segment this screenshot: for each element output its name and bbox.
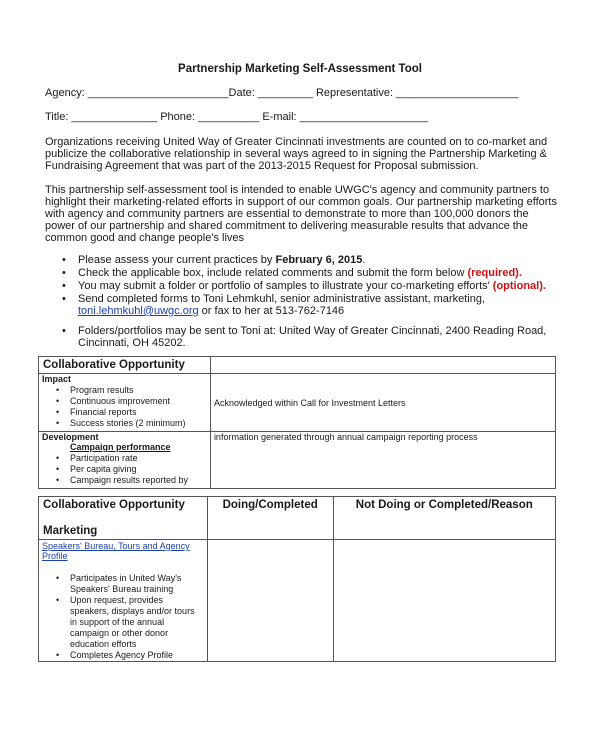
impact-label: Impact [42, 374, 72, 384]
impact-note: Acknowledged within Call for Investment Letters [210, 374, 555, 432]
instructions-list [62, 254, 562, 350]
document-title: Partnership Marketing Self-Assessment Tool [178, 63, 422, 75]
doing-completed-cell[interactable] [207, 540, 333, 662]
impact-cell [39, 374, 211, 432]
optional-flag: (optional). [492, 280, 546, 292]
title-phone-email-line: Title: ______________ Phone: __________ E-mail: _____________________ [45, 111, 429, 123]
instruction-mail-address: • Folders/portfolios may be sent to Toni at: United Way of Greater Cincinnati, 2400 Reading Road, Cincinnati, OH 45202. [62, 325, 562, 349]
table1-header: Collaborative Opportunity [39, 357, 211, 374]
instruction-check-box: • Check the applicable box, include related comments and submit the form below (required). [62, 267, 562, 279]
development-cell [39, 432, 211, 489]
purpose-paragraph: This partnership self-assessment tool is intended to enable UWGC's agency and community partners to highlight their marketing-related efforts in support of our common goals. Our partnership marketing efforts with agency and community partners are essential to demonstrate to more than 100,000 donors the power of our partnership and shared commitment to delivering measurable results that advance the common good and change people's lives [45, 184, 557, 244]
list-item: • Per capita giving [70, 464, 207, 475]
col-header-not-doing: Not Doing or Completed/Reason [333, 497, 555, 540]
col-header-opportunity: Collaborative Opportunity Marketing [39, 497, 208, 540]
list-item: • Upon request, provides speakers, displays and/or tours in support of the annual campaign or other donor education efforts [70, 595, 204, 650]
list-item: • Financial reports [70, 407, 207, 418]
speakers-list [42, 573, 204, 661]
speakers-bureau-cell [39, 540, 208, 662]
instruction-send-forms: • Send completed forms to Toni Lehmkuhl, senior administrative assistant, marketing, toni.lehmkuhl@uwgc.org or fax to her at 513-762-7146 [62, 293, 562, 317]
list-item: • Campaign results reported by [70, 475, 207, 486]
opportunity-table [38, 356, 556, 489]
table1-header-empty [210, 357, 555, 374]
list-item: • Success stories (2 minimum) [70, 418, 207, 429]
development-list [42, 453, 207, 486]
instruction-portfolio: • You may submit a folder or portfolio of samples to illustrate your co-marketing efforts' (optional). [62, 280, 562, 292]
development-sublabel: Campaign performance [70, 442, 171, 452]
list-item: • Participates in United Way's Speakers' Bureau training [70, 573, 204, 595]
row-title: Speakers' Bureau, Tours and Agency Profile [42, 541, 190, 561]
deadline-date: February 6, 2015 [275, 254, 363, 266]
list-item: • Program results [70, 385, 207, 396]
col-header-doing: Doing/Completed [207, 497, 333, 540]
section-marketing: Marketing [43, 525, 98, 537]
list-item: • Participation rate [70, 453, 207, 464]
list-item: • Completes Agency Profile [70, 650, 204, 661]
development-note: information generated through annual campaign reporting process [210, 432, 555, 489]
required-flag: (required). [467, 267, 522, 279]
intro-paragraph: Organizations receiving United Way of Greater Cincinnati investments are counted on to co-market and publicize the collaborative relationship in several ways agreed to in signing the Partnership Marketing & Fundraising Agreement that was part of the 2013-2015 Request for Proposal submission. [45, 136, 548, 172]
assessment-table [38, 496, 556, 662]
impact-list [42, 385, 207, 429]
not-doing-reason-cell[interactable] [333, 540, 555, 662]
development-label: Development [42, 432, 99, 442]
list-item: • Continuous improvement [70, 396, 207, 407]
agency-date-representative-line: Agency: _______________________Date: _________ Representative: ____________________ [45, 87, 519, 99]
instruction-deadline: • Please assess your current practices by February 6, 2015. [62, 254, 562, 266]
email-link[interactable]: toni.lehmkuhl@uwgc.org [78, 305, 199, 317]
